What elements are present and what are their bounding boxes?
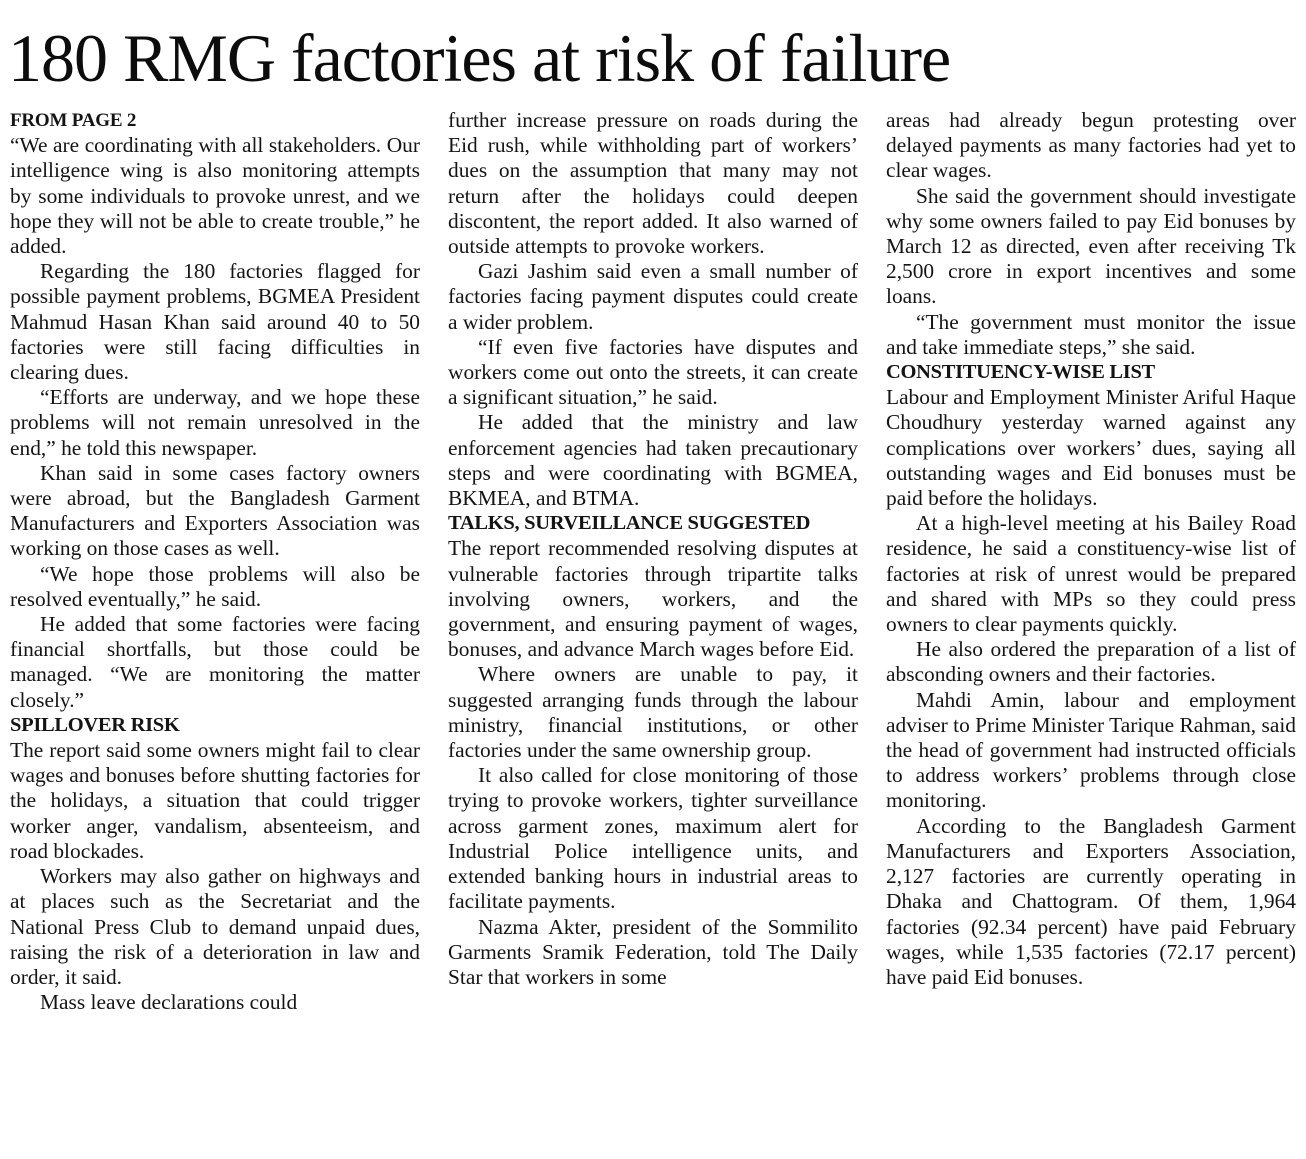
continuation-label: FROM PAGE 2 bbox=[10, 110, 137, 131]
article-paragraph: areas had already begun protesting over delayed payments as many factories had yet to clear wages. bbox=[886, 108, 1296, 183]
article-paragraph: Workers may also gather on highways and at places such as the Secretariat and the National Press Club to demand unpaid dues, raising the risk of a deterioration in law and order, it said. bbox=[10, 864, 420, 989]
article-paragraph: He added that some factories were facing financial shortfalls, but those could be managed. “We are monitoring the matter closely.” bbox=[10, 612, 420, 712]
article-paragraph: Regarding the 180 factories flagged for possible payment problems, BGMEA President Mahmud Hasan Khan said around 40 to 50 factories were still facing difficulties in clearing dues. bbox=[10, 259, 420, 385]
article-paragraph: He added that the ministry and law enforcement agencies had taken precautionary steps and were coordinating with BGMEA, BKMEA, and BTMA. bbox=[448, 410, 858, 511]
article-paragraph: Nazma Akter, president of the Sommilito Garments Sramik Federation, told The Daily Star that workers in some bbox=[448, 914, 858, 989]
article-paragraph: “We hope those problems will also be resolved eventually,” he said. bbox=[10, 561, 420, 611]
section-subhead: SPILLOVER RISK bbox=[10, 713, 180, 736]
article-paragraph: She said the government should investigate why some owners failed to pay Eid bonuses by March 12 as directed, even after receiving Tk 2,500 crore in export incentives and some loans. bbox=[886, 183, 1296, 309]
article-paragraph: “If even five factories have disputes and workers come out onto the streets, it can create a significant situation,” he said. bbox=[448, 334, 858, 410]
article-paragraph: At a high-level meeting at his Bailey Road residence, he said a constituency-wise list of factories at risk of unrest would be prepared and shared with MPs so they could press owners to clear payments quickly. bbox=[886, 511, 1296, 637]
article-paragraph: Where owners are unable to pay, it suggested arranging funds through the labour ministry, financial institutions, or other factories under the same ownership group. bbox=[448, 662, 858, 763]
article-paragraph: Khan said in some cases factory owners were abroad, but the Bangladesh Garment Manufacturers and Exporters Association was working on those cases as well. bbox=[10, 460, 420, 561]
headline: 180 RMG factories at risk of failure bbox=[8, 20, 951, 96]
article-paragraph: “We are coordinating with all stakeholders. Our intelligence wing is also monitoring attempts by some individuals to provoke unrest, and we hope they will not be able to create trouble,” he added. bbox=[10, 133, 420, 259]
article-paragraph: Mass leave declarations could bbox=[40, 990, 298, 1015]
article-paragraph: The report recommended resolving disputes at vulnerable factories through tripartite talks involving owners, workers, and the government, and ensuring payment of wages, bonuses, and advance March wages before Eid. bbox=[448, 536, 858, 662]
section-subhead: TALKS, SURVEILLANCE SUGGESTED bbox=[448, 512, 811, 535]
article-column-3 bbox=[886, 108, 1296, 990]
article-paragraph: Gazi Jashim said even a small number of factories facing payment disputes could create a wider problem. bbox=[448, 259, 858, 334]
article-column-2 bbox=[448, 108, 858, 990]
article-paragraph: Mahdi Amin, labour and employment adviser to Prime Minister Tarique Rahman, said the head of government had instructed officials to address workers’ problems through close monitoring. bbox=[886, 687, 1296, 813]
article-paragraph: “The government must monitor the issue and take immediate steps,” she said. bbox=[886, 309, 1296, 359]
section-subhead: CONSTITUENCY-WISE LIST bbox=[886, 361, 1155, 384]
article-paragraph: Labour and Employment Minister Ariful Haque Choudhury yesterday warned against any complications over workers’ dues, saying all outstanding wages and Eid bonuses must be paid before the holidays. bbox=[886, 385, 1296, 511]
article-paragraph: According to the Bangladesh Garment Manufacturers and Exporters Association, 2,127 factories are currently operating in Dhaka and Chattogram. Of them, 1,964 factories (92.34 percent) have paid February wages, while 1,535 factories (72.17 percent) have paid Eid bonuses. bbox=[886, 813, 1296, 989]
article-paragraph: further increase pressure on roads during the Eid rush, while withholding part of workers’ dues on the assumption that many may not return after the holidays could deepen discontent, the report added. It also warned of outside attempts to provoke workers. bbox=[448, 108, 858, 259]
article-paragraph: The report said some owners might fail to clear wages and bonuses before shutting factories for the holidays, a situation that could trigger worker anger, vandalism, absenteeism, and road blockades. bbox=[10, 738, 420, 863]
article-column-1 bbox=[10, 108, 420, 1015]
article-paragraph: He also ordered the preparation of a list of absconding owners and their factories. bbox=[886, 637, 1296, 687]
article-paragraph: It also called for close monitoring of those trying to provoke workers, tighter surveillance across garment zones, maximum alert for Industrial Police intelligence units, and extended banking hours in industrial areas to facilitate payments. bbox=[448, 763, 858, 914]
article-paragraph: “Efforts are underway, and we hope these problems will not remain unresolved in the end,” he told this newspaper. bbox=[10, 385, 420, 460]
